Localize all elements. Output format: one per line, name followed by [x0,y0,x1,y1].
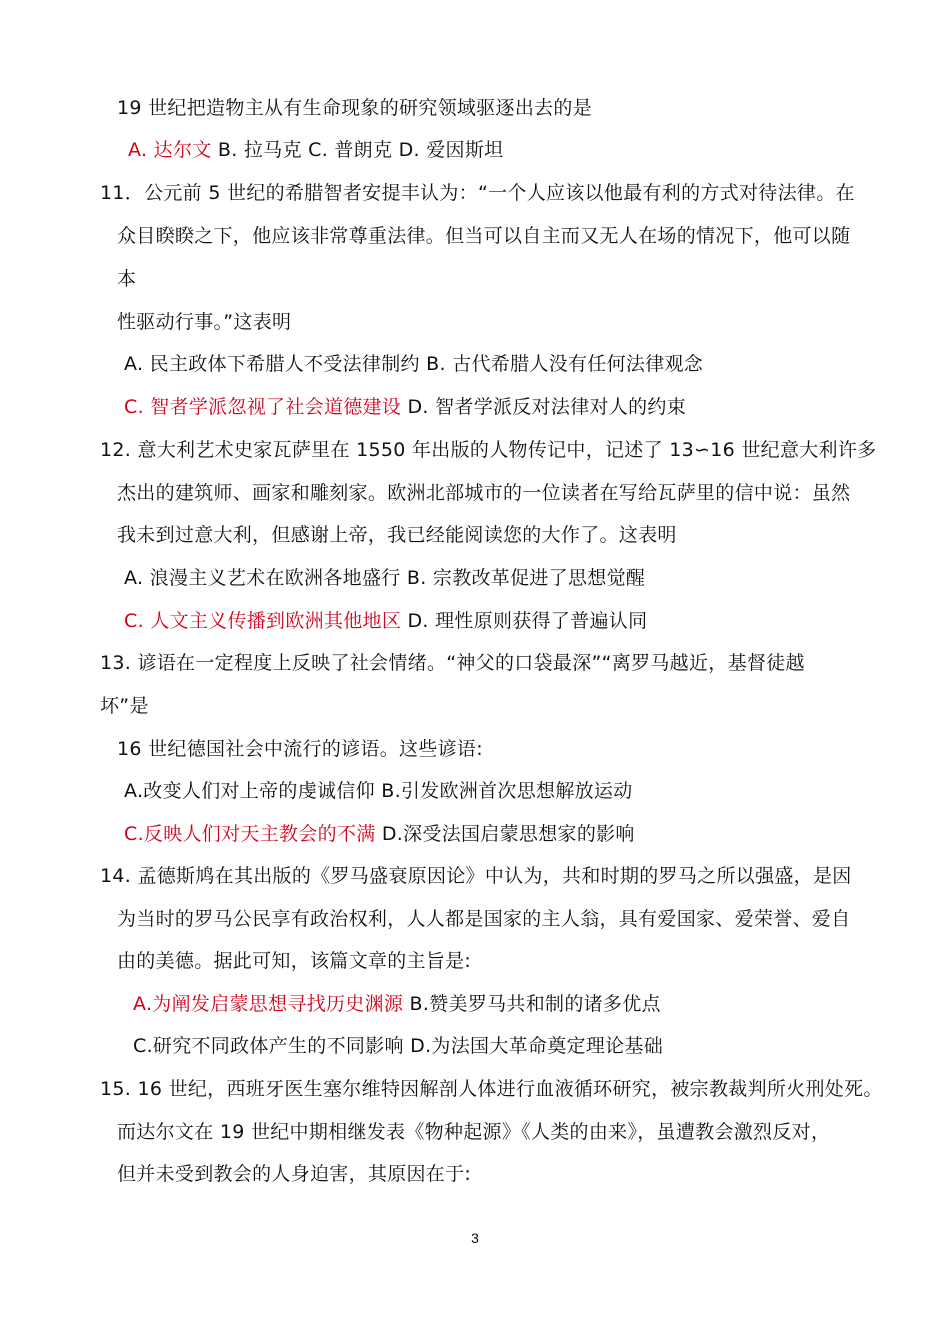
q14-options-ab: A.为阐发启蒙思想寻找历史渊源 B.赞美罗马共和制的诸多优点 [133,993,661,1015]
q14-stem: 14. 孟德斯鸠在其出版的《罗马盛衰原因论》中认为，共和时期的罗马之所以强盛，是因 [100,865,852,887]
q13-options-ab: A.改变人们对上帝的虔诚信仰 B.引发欧洲首次思想解放运动 [124,780,633,802]
q15-stem-2: 而达尔文在 19 世纪中期相继发表《物种起源》《人类的由来》，虽遭教会激烈反对， [117,1121,831,1143]
q13-answer: C.反映人们对天主教会的不满 [124,823,376,845]
q10-stem-tail: 19 世纪把造物主从有生命现象的研究领域驱逐出去的是 [117,97,593,119]
q13-stem-3: 16 世纪德国社会中流行的谚语。这些谚语: [117,738,483,760]
q13-options-cd: C.反映人们对天主教会的不满 D.深受法国启蒙思想家的影响 [124,823,635,845]
q10-answer: A. 达尔文 [128,139,212,161]
q12-stem: 12. 意大利艺术史家瓦萨里在 1550 年出版的人物传记中，记述了 13∽16 世纪意大利许多 [100,439,877,461]
q15-stem: 15. 16 世纪，西班牙医生塞尔维特因解剖人体进行血液循环研究，被宗教裁判所火刑处死。 [100,1078,883,1100]
q11-stem-3: 本 [117,268,137,290]
q12-stem-2: 杰出的建筑师、画家和雕刻家。欧洲北部城市的一位读者在写给瓦萨里的信中说：虽然 [117,482,851,504]
q14-answer: A.为阐发启蒙思想寻找历史渊源 [133,993,404,1015]
q11-answer: C. 智者学派忽视了社会道德建设 [124,396,402,418]
q11-options-cd: C. 智者学派忽视了社会道德建设 D. 智者学派反对法律对人的约束 [124,396,687,418]
q12-stem-3: 我未到过意大利，但感谢上帝，我已经能阅读您的大作了。这表明 [117,524,677,546]
q12-options-cd: C. 人文主义传播到欧洲其他地区 D. 理性原则获得了普遍认同 [124,610,648,632]
q11-stem: 11．公元前 5 世纪的希腊智者安提丰认为：“一个人应该以他最有利的方式对待法律。在 [100,182,855,204]
q14-stem-3: 由的美德。据此可知，该篇文章的主旨是: [117,950,472,972]
q14-options-cd: C.研究不同政体产生的不同影响 D.为法国大革命奠定理论基础 [133,1035,664,1057]
q11-options-ab: A. 民主政体下希腊人不受法律制约 B. 古代希腊人没有任何法律观念 [124,353,704,375]
q14-stem-2: 为当时的罗马公民享有政治权利，人人都是国家的主人翁，具有爱国家、爱荣誉、爱自 [117,908,851,930]
q11-stem-2: 众目睽睽之下，他应该非常尊重法律。但当可以自主而又无人在场的情况下，他可以随 [117,225,851,247]
q12-answer: C. 人文主义传播到欧洲其他地区 [124,610,402,632]
q12-options-ab: A. 浪漫主义艺术在欧洲各地盛行 B. 宗教改革促进了思想觉醒 [124,567,646,589]
q15-stem-3: 但并未受到教会的人身迫害，其原因在于: [117,1163,472,1185]
q11-stem-4: 性驱动行事。”这表明 [117,311,292,333]
q13-stem: 13. 谚语在一定程度上反映了社会情绪。“神父的口袋最深”“离罗马越近，基督徒越 [100,652,805,674]
page-number: 3 [471,1230,479,1246]
q10-options: A. 达尔文 B. 拉马克 C. 普朗克 D. 爱因斯坦 [128,139,504,161]
q13-stem-2: 坏”是 [100,695,149,717]
